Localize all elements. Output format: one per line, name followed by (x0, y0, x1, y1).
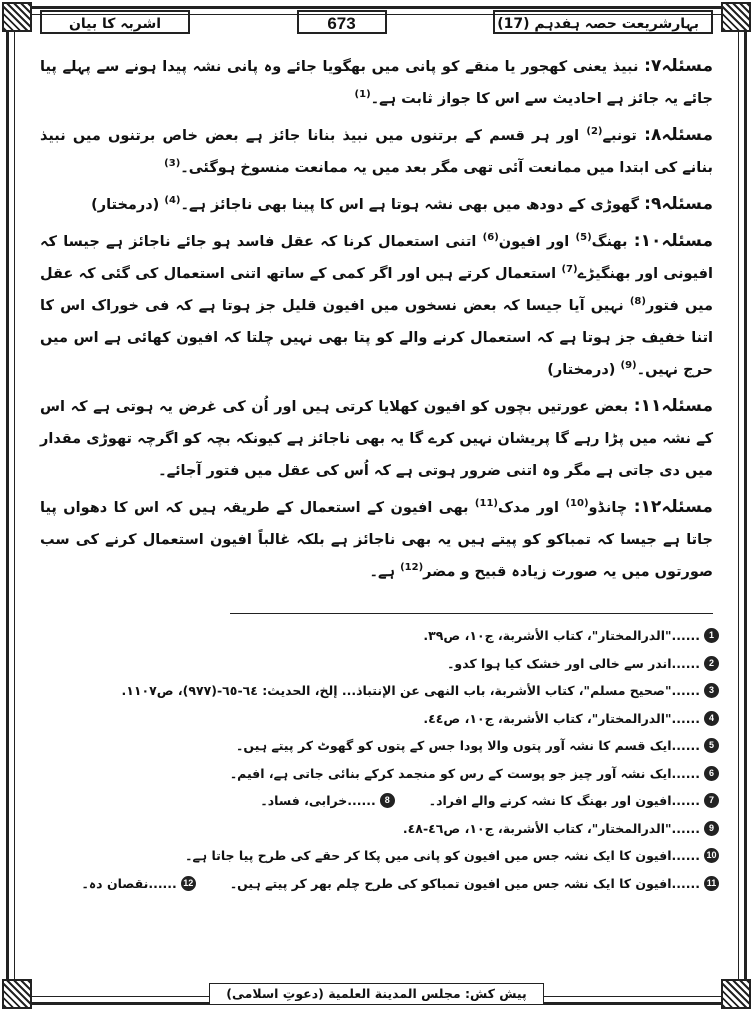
masala-text: اور ہر قسم کے برتنوں میں نبیذ بنانا جائز ہے بعض خاص برتنوں میں نبیذ بنانے کی ابتدا میں ممانعت آئی تھی مگر بعد میں یہ ممانعت منسوخ ہوگئی۔ (40, 128, 713, 176)
footnote-text: ......نقصان دہ۔ (81, 875, 177, 891)
footnote-ref: (11) (474, 498, 498, 510)
masala-11 (40, 390, 713, 487)
footnote-divider (230, 613, 713, 614)
masala-label: مسئلہ۸: (644, 125, 713, 145)
source-citation: (درمختار) (547, 362, 616, 378)
footnote-number: 10 (704, 848, 719, 863)
masala-label: مسئلہ۱۰: (633, 231, 713, 251)
page-footer (0, 983, 753, 1005)
footnote-pair (429, 793, 719, 808)
masala-label: مسئلہ۱۱: (633, 396, 713, 416)
footnote-text: ......"الدرالمختار"، كتاب الأشربة، ج١٠، ص٤٤. (423, 710, 700, 726)
masala-label: مسئلہ۷: (644, 56, 713, 76)
footnote-number: 11 (704, 876, 719, 891)
masala-text: ہے۔ (369, 564, 395, 580)
footnote-number: 6 (704, 766, 719, 781)
footnote-ref: (7) (561, 264, 578, 276)
footnote-item (40, 732, 719, 760)
footnote-number: 1 (704, 628, 719, 643)
footnote-text: ......اندر سے خالی اور خشک کیا ہوا کدو۔ (447, 655, 700, 671)
footnote-ref: (4) (164, 195, 181, 207)
footnote-item (40, 650, 719, 678)
footnote-ref: (8) (629, 296, 646, 308)
masala-10 (40, 225, 713, 386)
footnote-number: 12 (181, 876, 196, 891)
footnote-text: ......"صحيح مسلم"، كتاب الأشربة، باب النهى عن الإنتباذ... إلخ، الحديث: ٦٤-٦٥-(٩٧٧)، ص١١٠٧. (121, 683, 700, 699)
masala-text: نہیں آیا جیسا کہ بعض نسخوں میں افیون قلیل جز ہوتا ہے کہ فی خوراک اس کا اتنا خفیف جز ہوتا ہے کہ استعمال کرنے والے کو پتا بھی نہیں چلتا کہ افیون کھائی ہے اس میں حرج نہیں۔ (40, 298, 713, 378)
masala-8 (40, 119, 713, 184)
footnotes (40, 622, 719, 897)
masala-9 (40, 188, 713, 221)
footnote-ref: (6) (482, 232, 499, 244)
footnote-pair (230, 876, 719, 891)
footnote-item (40, 677, 719, 705)
masala-text: بھی افیون کے استعمال کے طریقہ ہیں کہ اس کا دھواں پیا جاتا ہے جیسا کہ تمباکو کو پیتے ہیں یہ بھی ناجائز ہے بلکہ غالباً افیون استعمال کرنے کی سب صورتوں میں یہ صورت زیادہ قبیح و مضر (40, 500, 713, 580)
publisher-name: مجلس المدينة العلمية (328, 986, 461, 1001)
footnote-text: ......خرابی، فساد۔ (260, 793, 376, 809)
masala-text: اور مدک (498, 500, 559, 516)
masala-text: اور افیون (498, 234, 570, 250)
book-title: بہارِشریعت حصہ ہفدہم (17) (493, 10, 713, 34)
footnote-text: ......افیون اور بھنگ کا نشہ کرنے والے افراد۔ (428, 793, 700, 809)
footnote-ref: (5) (575, 232, 592, 244)
masala-label: مسئلہ۹: (644, 194, 713, 214)
chapter-title: اشربہ کا بیان (40, 10, 190, 34)
masala-text: تونبے (602, 128, 637, 144)
source-citation: (درمختار) (91, 197, 160, 213)
masala-text: چانڈو (588, 500, 628, 516)
footnote-number: 4 (704, 711, 719, 726)
masala-text: اتنی استعمال کرنا کہ عقل فاسد ہو جائے ناجائز ہے جیسا کہ افیونی اور بھنگیڑے (40, 234, 713, 282)
corner-ornament (721, 2, 751, 32)
footnote-number: 5 (704, 738, 719, 753)
footnote-text: ......"الدرالمختار"، كتاب الأشربة، ج١٠، ص٤٦-٤٨. (402, 820, 700, 836)
footnote-item (40, 622, 719, 650)
footnote-ref: (12) (400, 562, 424, 574)
publisher-sub: (دعوتِ اسلامی) (226, 986, 324, 1001)
footnote-text: ......افیون کا ایک نشہ جس میں افیون تمباکو کی طرح چلم بھر کر پیتے ہیں۔ (229, 875, 700, 891)
footnote-item (40, 760, 719, 788)
footnote-text: ......"الدرالمختار"، كتاب الأشربة، ج١٠، ص٣٩. (423, 628, 700, 644)
footnote-number: 8 (380, 793, 395, 808)
page-number: 673 (297, 10, 387, 34)
masala-label: مسئلہ۱۲: (633, 497, 713, 517)
footnote-ref: (1) (354, 89, 371, 101)
footnote-item (40, 815, 719, 843)
footnote-number: 2 (704, 656, 719, 671)
footnote-ref: (10) (565, 498, 589, 510)
footnote-item (40, 705, 719, 733)
footnote-item (40, 787, 719, 815)
footnote-item (40, 870, 719, 898)
masala-text: استعمال کرتے ہیں اور اگر کمی کے ساتھ اتنی استعمال کی گئی کہ عقل میں فتور (40, 266, 713, 314)
masala-text: بھنگ (591, 234, 628, 250)
masala-text: گھوڑی کے دودھ میں بھی نشہ ہوتا ہے اس کا پینا بھی ناجائز ہے۔ (180, 197, 640, 213)
footnote-text: ......ایک قسم کا نشہ آور پتوں والا پودا جس کے پتوں کو گھوٹ کر پیتے ہیں۔ (236, 738, 700, 754)
masala-12 (40, 491, 713, 588)
masala-7 (40, 50, 713, 115)
main-text (40, 50, 713, 592)
footnote-item (40, 842, 719, 870)
masala-text: نبیذ یعنی کھجور یا منقے کو پانی میں بھگویا جائے وہ پانی نشہ پیدا ہونے سے پہلے پیا جائے یہ جائز ہے احادیث سے اس کا جواز ثابت ہے۔ (40, 59, 713, 107)
page-header (40, 8, 713, 36)
footer-label: پیش کش: (464, 986, 527, 1001)
corner-ornament (2, 2, 32, 32)
footnote-ref: (2) (586, 126, 603, 138)
footnote-text: ......ایک نشہ آور چیز جو پوست کے رس کو منجمد کرکے بنائی جاتی ہے، افیم۔ (229, 765, 700, 781)
footnote-number: 9 (704, 821, 719, 836)
footnote-number: 7 (704, 793, 719, 808)
footnote-number: 3 (704, 683, 719, 698)
footnote-ref: (9) (620, 360, 637, 372)
masala-text: بعض عورتیں بچوں کو افیون کھلایا کرتی ہیں اور اُن کی غرض یہ ہوتی ہے کہ اس کے نشہ میں پڑا رہے گا پریشان نہیں کرے گا یہ بھی ناجائز ہے کیونکہ بچہ کو اگرچہ تھوڑی مقدار میں دی جاتی ہے مگر وہ اتنی ضرور ہوتی ہے کہ اُس کی عقل میں فتور آجائے۔ (40, 399, 713, 479)
publisher-box (209, 983, 543, 1005)
footnote-ref: (3) (164, 158, 181, 170)
footnote-text: ......افیون کا ایک نشہ جس میں افیون کو پانی میں پکا کر حقے کی طرح پیا جاتا ہے۔ (185, 848, 700, 864)
